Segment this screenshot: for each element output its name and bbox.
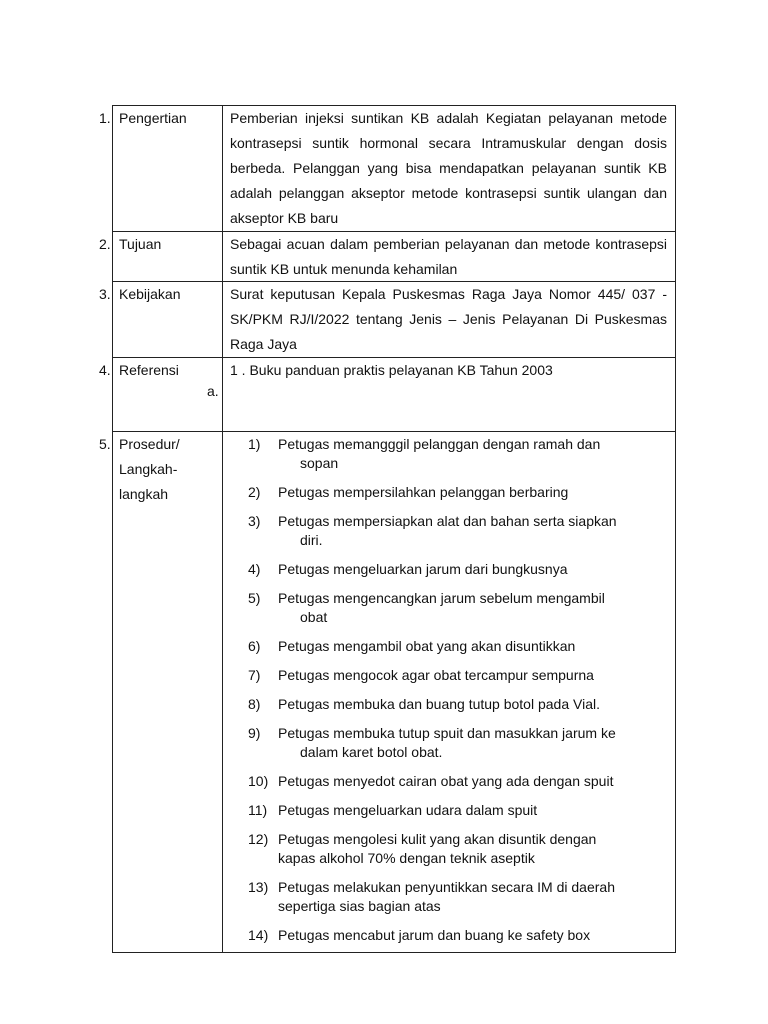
step-text: Petugas mencabut jarum dan buang ke safety box (278, 927, 591, 943)
row-number: 2. (99, 236, 111, 252)
row-label: Pengertian (119, 110, 187, 126)
step-text: Petugas membuka tutup spuit dan masukkan jarum ke (278, 725, 616, 741)
step-index: 11) (248, 802, 268, 818)
tujuan-text: Sebagai acuan dalam pemberian pelayanan dan metode kontrasepsi suntik KB untuk menunda kehamilan (230, 236, 667, 277)
step-index: 14) (248, 927, 269, 943)
step-text: Petugas mengeluarkan jarum dari bungkusnya (278, 561, 568, 577)
step-text: Petugas membuka dan buang tutup botol pada Vial. (278, 696, 600, 712)
table-row-tujuan (99, 231, 675, 281)
step-text-continued: sopan (300, 455, 339, 471)
row-label: Tujuan (119, 236, 162, 252)
step-index: 2) (248, 484, 261, 500)
procedure-step (231, 695, 667, 714)
procedure-step (231, 724, 667, 762)
row-label: Referensi (119, 362, 179, 378)
row-label (119, 432, 217, 507)
sop-table (99, 105, 676, 953)
step-index: 4) (248, 561, 261, 577)
step-index: 5) (248, 590, 261, 606)
step-text-continued: kapas alkohol 70% dengan teknik aseptik (278, 850, 535, 866)
step-index: 10) (248, 773, 269, 789)
step-text: Petugas mengencangkan jarum sebelum mengambil (278, 590, 605, 606)
step-text: Petugas mempersilahkan pelanggan berbaring (278, 484, 569, 500)
sub-item-marker: a. (207, 383, 219, 399)
procedure-steps (231, 435, 667, 955)
procedure-step (231, 589, 667, 627)
step-index: 8) (248, 696, 261, 712)
label-line: langkah (119, 486, 169, 502)
step-index: 13) (248, 879, 269, 895)
step-index: 12) (248, 831, 269, 847)
table-row-kebijakan (99, 281, 675, 357)
row-content (230, 358, 667, 383)
pengertian-text: Pemberian injeksi suntikan KB adalah Kegiatan pelayanan metode kontrasepsi suntik hormonal secara Intramuskular dengan dosis berbeda. Pelanggan yang bisa mendapatkan pelayanan suntik KB adalah pelanggan akseptor metode kontrasepsi suntik ulangan dan akseptor KB baru (230, 110, 667, 226)
step-text-continued: sepertiga sias bagian atas (278, 898, 441, 914)
procedure-step (231, 801, 667, 820)
step-index: 1) (248, 436, 261, 452)
row-number: 4. (99, 362, 111, 378)
step-text-continued: dalam karet botol obat. (300, 744, 443, 760)
row-content (230, 106, 667, 231)
procedure-step (231, 926, 667, 945)
step-text: Petugas mengambil obat yang akan disuntikkan (278, 638, 576, 654)
step-index: 3) (248, 513, 261, 529)
step-text: Petugas memangggil pelanggan dengan ramah dan (278, 436, 601, 452)
procedure-step (231, 637, 667, 656)
row-content (230, 232, 667, 282)
row-number: 5. (99, 436, 111, 452)
step-text: Petugas mengolesi kulit yang akan disuntik dengan (278, 831, 597, 847)
table-row-prosedur (99, 431, 675, 954)
procedure-step (231, 666, 667, 685)
step-text: Petugas melakukan penyuntikkan secara IM di daerah (278, 879, 615, 895)
procedure-step (231, 435, 667, 473)
step-text: Petugas mempersiapkan alat dan bahan serta siapkan (278, 513, 617, 529)
step-text-continued: diri. (300, 532, 323, 548)
procedure-step (231, 830, 667, 868)
step-text: Petugas menyedot cairan obat yang ada dengan spuit (278, 773, 614, 789)
procedure-step (231, 878, 667, 916)
procedure-step (231, 483, 667, 502)
kebijakan-text: Surat keputusan Kepala Puskesmas Raga Jaya Nomor 445/ 037 -SK/PKM RJ/I/2022 tentang Jenis – Jenis Pelayanan Di Puskesmas Raga Jaya (230, 286, 667, 352)
label-line: Prosedur/ (119, 436, 180, 452)
step-index: 7) (248, 667, 261, 683)
step-index: 6) (248, 638, 261, 654)
step-index: 9) (248, 725, 261, 741)
procedure-step (231, 772, 667, 791)
row-label: Kebijakan (119, 286, 181, 302)
row-content (230, 282, 667, 357)
procedure-step (231, 512, 667, 550)
step-text: Petugas mengeluarkan udara dalam spuit (278, 802, 538, 818)
referensi-text: 1 . Buku panduan praktis pelayanan KB Tahun 2003 (230, 362, 553, 378)
step-text: Petugas mengocok agar obat tercampur sempurna (278, 667, 594, 683)
procedure-step (231, 560, 667, 579)
row-number: 1. (99, 110, 111, 126)
row-number: 3. (99, 286, 111, 302)
step-text-continued: obat (300, 609, 328, 625)
table-row-referensi (99, 357, 675, 431)
table-row-pengertian (99, 106, 675, 231)
label-line: Langkah- (119, 461, 178, 477)
steps-list (231, 435, 667, 945)
